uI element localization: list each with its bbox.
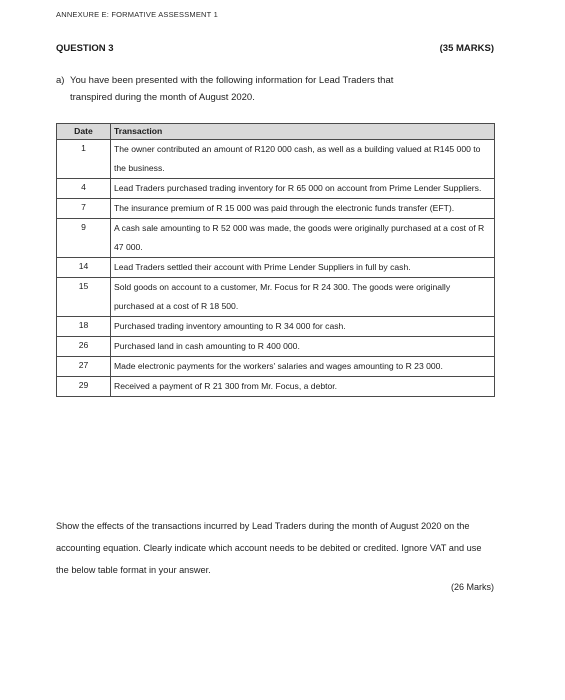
intro-line-2: transpired during the month of August 2020.	[70, 92, 255, 103]
row-date: 9	[57, 219, 111, 258]
transactions-table	[56, 123, 495, 397]
table-header-row	[57, 124, 495, 140]
table-row	[57, 179, 495, 199]
table-row	[57, 278, 495, 317]
table-row	[57, 317, 495, 337]
table-row	[57, 337, 495, 357]
row-transaction: The insurance premium of R 15 000 was paid through the electronic funds transfer (EFT).	[111, 199, 495, 219]
sub-question-label: a)	[56, 75, 65, 86]
question-intro	[56, 72, 496, 106]
row-date: 18	[57, 317, 111, 337]
sub-question-marks: (26 Marks)	[450, 582, 494, 592]
row-date: 7	[57, 199, 111, 219]
table-row	[57, 140, 495, 179]
row-transaction: A cash sale amounting to R 52 000 was made, the goods were originally purchased at a cost of R 47 000.	[111, 219, 495, 258]
row-date: 4	[57, 179, 111, 199]
intro-line-1: You have been presented with the following information for Lead Traders that	[70, 75, 394, 86]
row-transaction: Lead Traders purchased trading inventory for R 65 000 on account from Prime Lender Suppliers.	[111, 179, 495, 199]
row-date: 26	[57, 337, 111, 357]
table-row	[57, 199, 495, 219]
row-transaction: Purchased land in cash amounting to R 400 000.	[111, 337, 495, 357]
question-marks: (35 MARKS)	[439, 43, 494, 54]
row-transaction: Purchased trading inventory amounting to R 34 000 for cash.	[111, 317, 495, 337]
table-row	[57, 377, 495, 397]
table-row	[57, 357, 495, 377]
row-transaction: The owner contributed an amount of R120 000 cash, as well as a building valued at R145 000 to the business.	[111, 140, 495, 179]
row-date: 29	[57, 377, 111, 397]
row-transaction: Lead Traders settled their account with Prime Lender Suppliers in full by cash.	[111, 258, 495, 278]
row-transaction: Made electronic payments for the workers' salaries and wages amounting to R 23 000.	[111, 357, 495, 377]
answer-instruction: Show the effects of the transactions incurred by Lead Traders during the month of August 2020 on the accounting equation. Clearly indicate which account needs to be debited or credited. Ignore VAT and use the below table format in your answer.	[56, 521, 482, 575]
date-column-header: Date	[57, 124, 111, 140]
question-title: QUESTION 3	[56, 43, 114, 54]
question-heading-row	[56, 43, 494, 54]
row-transaction: Sold goods on account to a customer, Mr. Focus for R 24 300. The goods were originally purchased at a cost of R 18 500.	[111, 278, 495, 317]
row-date: 14	[57, 258, 111, 278]
row-transaction: Received a payment of R 21 300 from Mr. Focus, a debtor.	[111, 377, 495, 397]
table-row	[57, 258, 495, 278]
table-row	[57, 219, 495, 258]
transaction-column-header: Transaction	[111, 124, 495, 140]
row-date: 1	[57, 140, 111, 179]
row-date: 27	[57, 357, 111, 377]
annexure-header: ANNEXURE E: FORMATIVE ASSESSMENT 1	[56, 10, 218, 19]
row-date: 15	[57, 278, 111, 317]
